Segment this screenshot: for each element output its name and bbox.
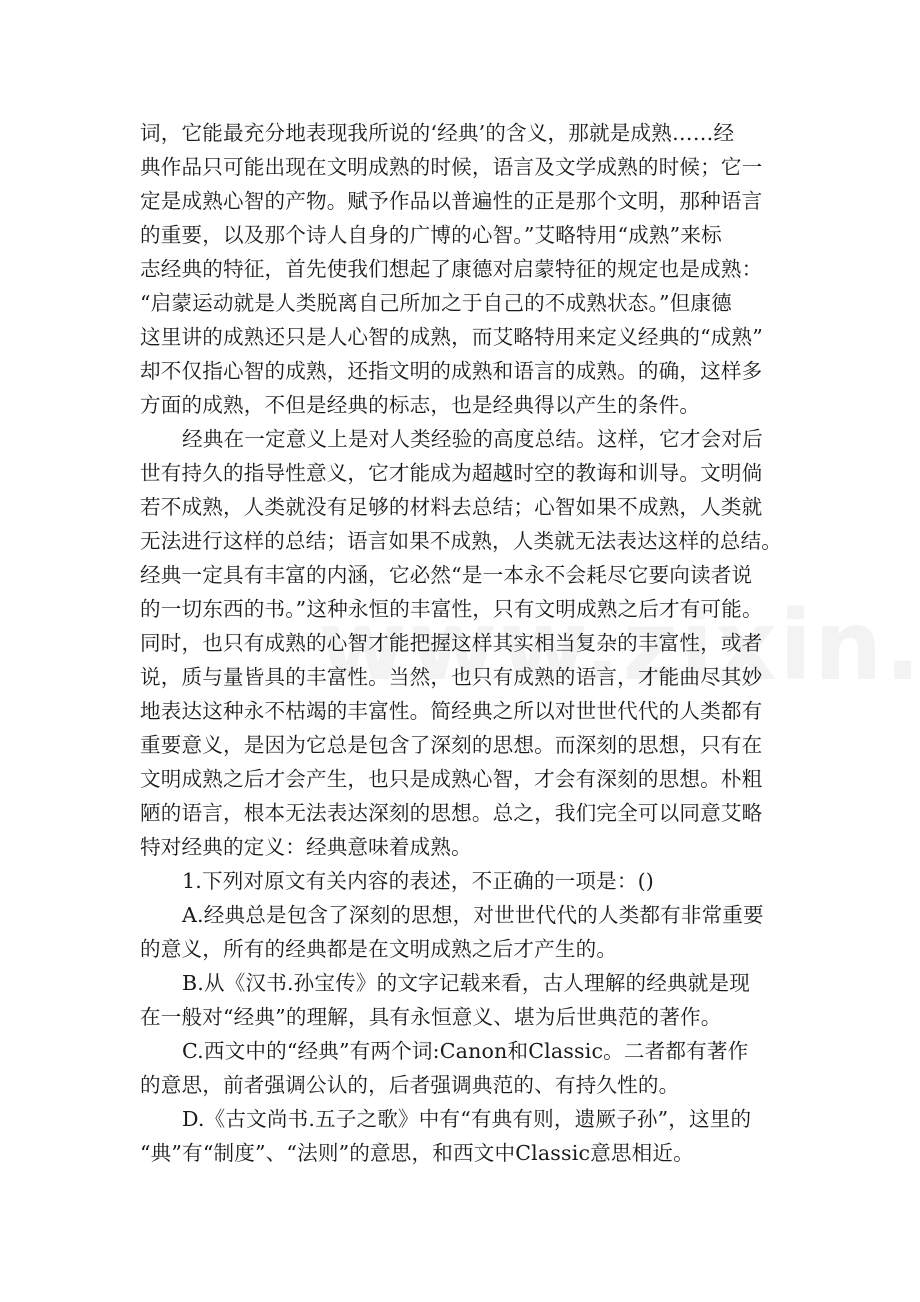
- text-line: 经典一定具有丰富的内涵，它必然“是一本永不会耗尽它要向读者说: [140, 563, 753, 587]
- text-line: 若不成熟，人类就没有足够的材料去总结；心智如果不成熟，人类就: [140, 495, 763, 519]
- text-line: 世有持久的指导性意义，它才能成为超越时空的教诲和训导。文明倘: [140, 461, 763, 485]
- text-line: 这里讲的成熟还只是人心智的成熟，而艾略特用来定义经典的“成熟”: [140, 325, 763, 349]
- text-line: 志经典的特征，首先使我们想起了康德对启蒙特征的规定也是成熟：: [140, 257, 763, 281]
- option-b-line: B.从《汉书.孙宝传》的文字记载来看，古人理解的经典就是现: [182, 971, 751, 995]
- option-c-line: 的意思，前者强调公认的，后者强调典范的、有持久性的。: [140, 1073, 680, 1097]
- text-line: 的重要，以及那个诗人自身的广博的心智。”艾略特用“成熟”来标: [140, 223, 722, 247]
- text-line: 词，它能最充分地表现我所说的‘经典’的含义，那就是成熟……经: [140, 121, 735, 145]
- option-a-line: A.经典总是包含了深刻的思想，对世世代代的人类都有非常重要: [182, 903, 764, 927]
- text-line: 重要意义，是因为它总是包含了深刻的思想。而深刻的思想，只有在: [140, 733, 763, 757]
- text-line: 的一切东西的书。”这种永恒的丰富性，只有文明成熟之后才有可能。: [140, 597, 763, 621]
- text-line: 定是成熟心智的产物。赋予作品以普遍性的正是那个文明，那种语言: [140, 189, 763, 213]
- text-line: “启蒙运动就是人类脱离自己所加之于自己的不成熟状态。”但康德: [140, 291, 732, 315]
- text-line: 无法进行这样的总结；语言如果不成熟，人类就无法表达这样的总结。: [140, 529, 782, 553]
- text-line: 特对经典的定义：经典意味着成熟。: [140, 835, 472, 859]
- option-c-line: C.西文中的“经典”有两个词:Canon和Classic。二者都有著作: [182, 1039, 749, 1063]
- text-line: 典作品只可能出现在文明成熟的时候，语言及文学成熟的时候；它一: [140, 155, 763, 179]
- text-line: 文明成熟之后才会产生，也只是成熟心智，才会有深刻的思想。朴粗: [140, 767, 763, 791]
- option-b-line: 在一般对“经典”的理解，具有永恒意义、堪为后世典范的著作。: [140, 1005, 722, 1029]
- option-d-line: D.《古文尚书.五子之歌》中有“有典有则，遗厥子孙”，这里的: [182, 1107, 752, 1131]
- question-stem: 1.下列对原文有关内容的表述，不正确的一项是：(): [182, 869, 654, 893]
- text-line: 同时，也只有成熟的心智才能把握这样其实相当复杂的丰富性，或者: [140, 631, 763, 655]
- text-line: 地表达这种永不枯竭的丰富性。简经典之所以对世世代代的人类都有: [140, 699, 763, 723]
- text-line: 却不仅指心智的成熟，还指文明的成熟和语言的成熟。的确，这样多: [140, 359, 763, 383]
- option-d-line: “典”有“制度”、“法则”的意思，和西文中Classic意思相近。: [140, 1141, 694, 1165]
- text-line: 经典在一定意义上是对人类经验的高度总结。这样，它才会对后: [182, 427, 763, 451]
- text-line: 方面的成熟，不但是经典的标志，也是经典得以产生的条件。: [140, 393, 701, 417]
- text-line: 说，质与量皆具的丰富性。当然，也只有成熟的语言，才能曲尽其妙: [140, 665, 763, 689]
- text-line: 陋的语言，根本无法表达深刻的思想。总之，我们完全可以同意艾略: [140, 801, 763, 825]
- option-a-line: 的意义，所有的经典都是在文明成熟之后才产生的。: [140, 937, 618, 961]
